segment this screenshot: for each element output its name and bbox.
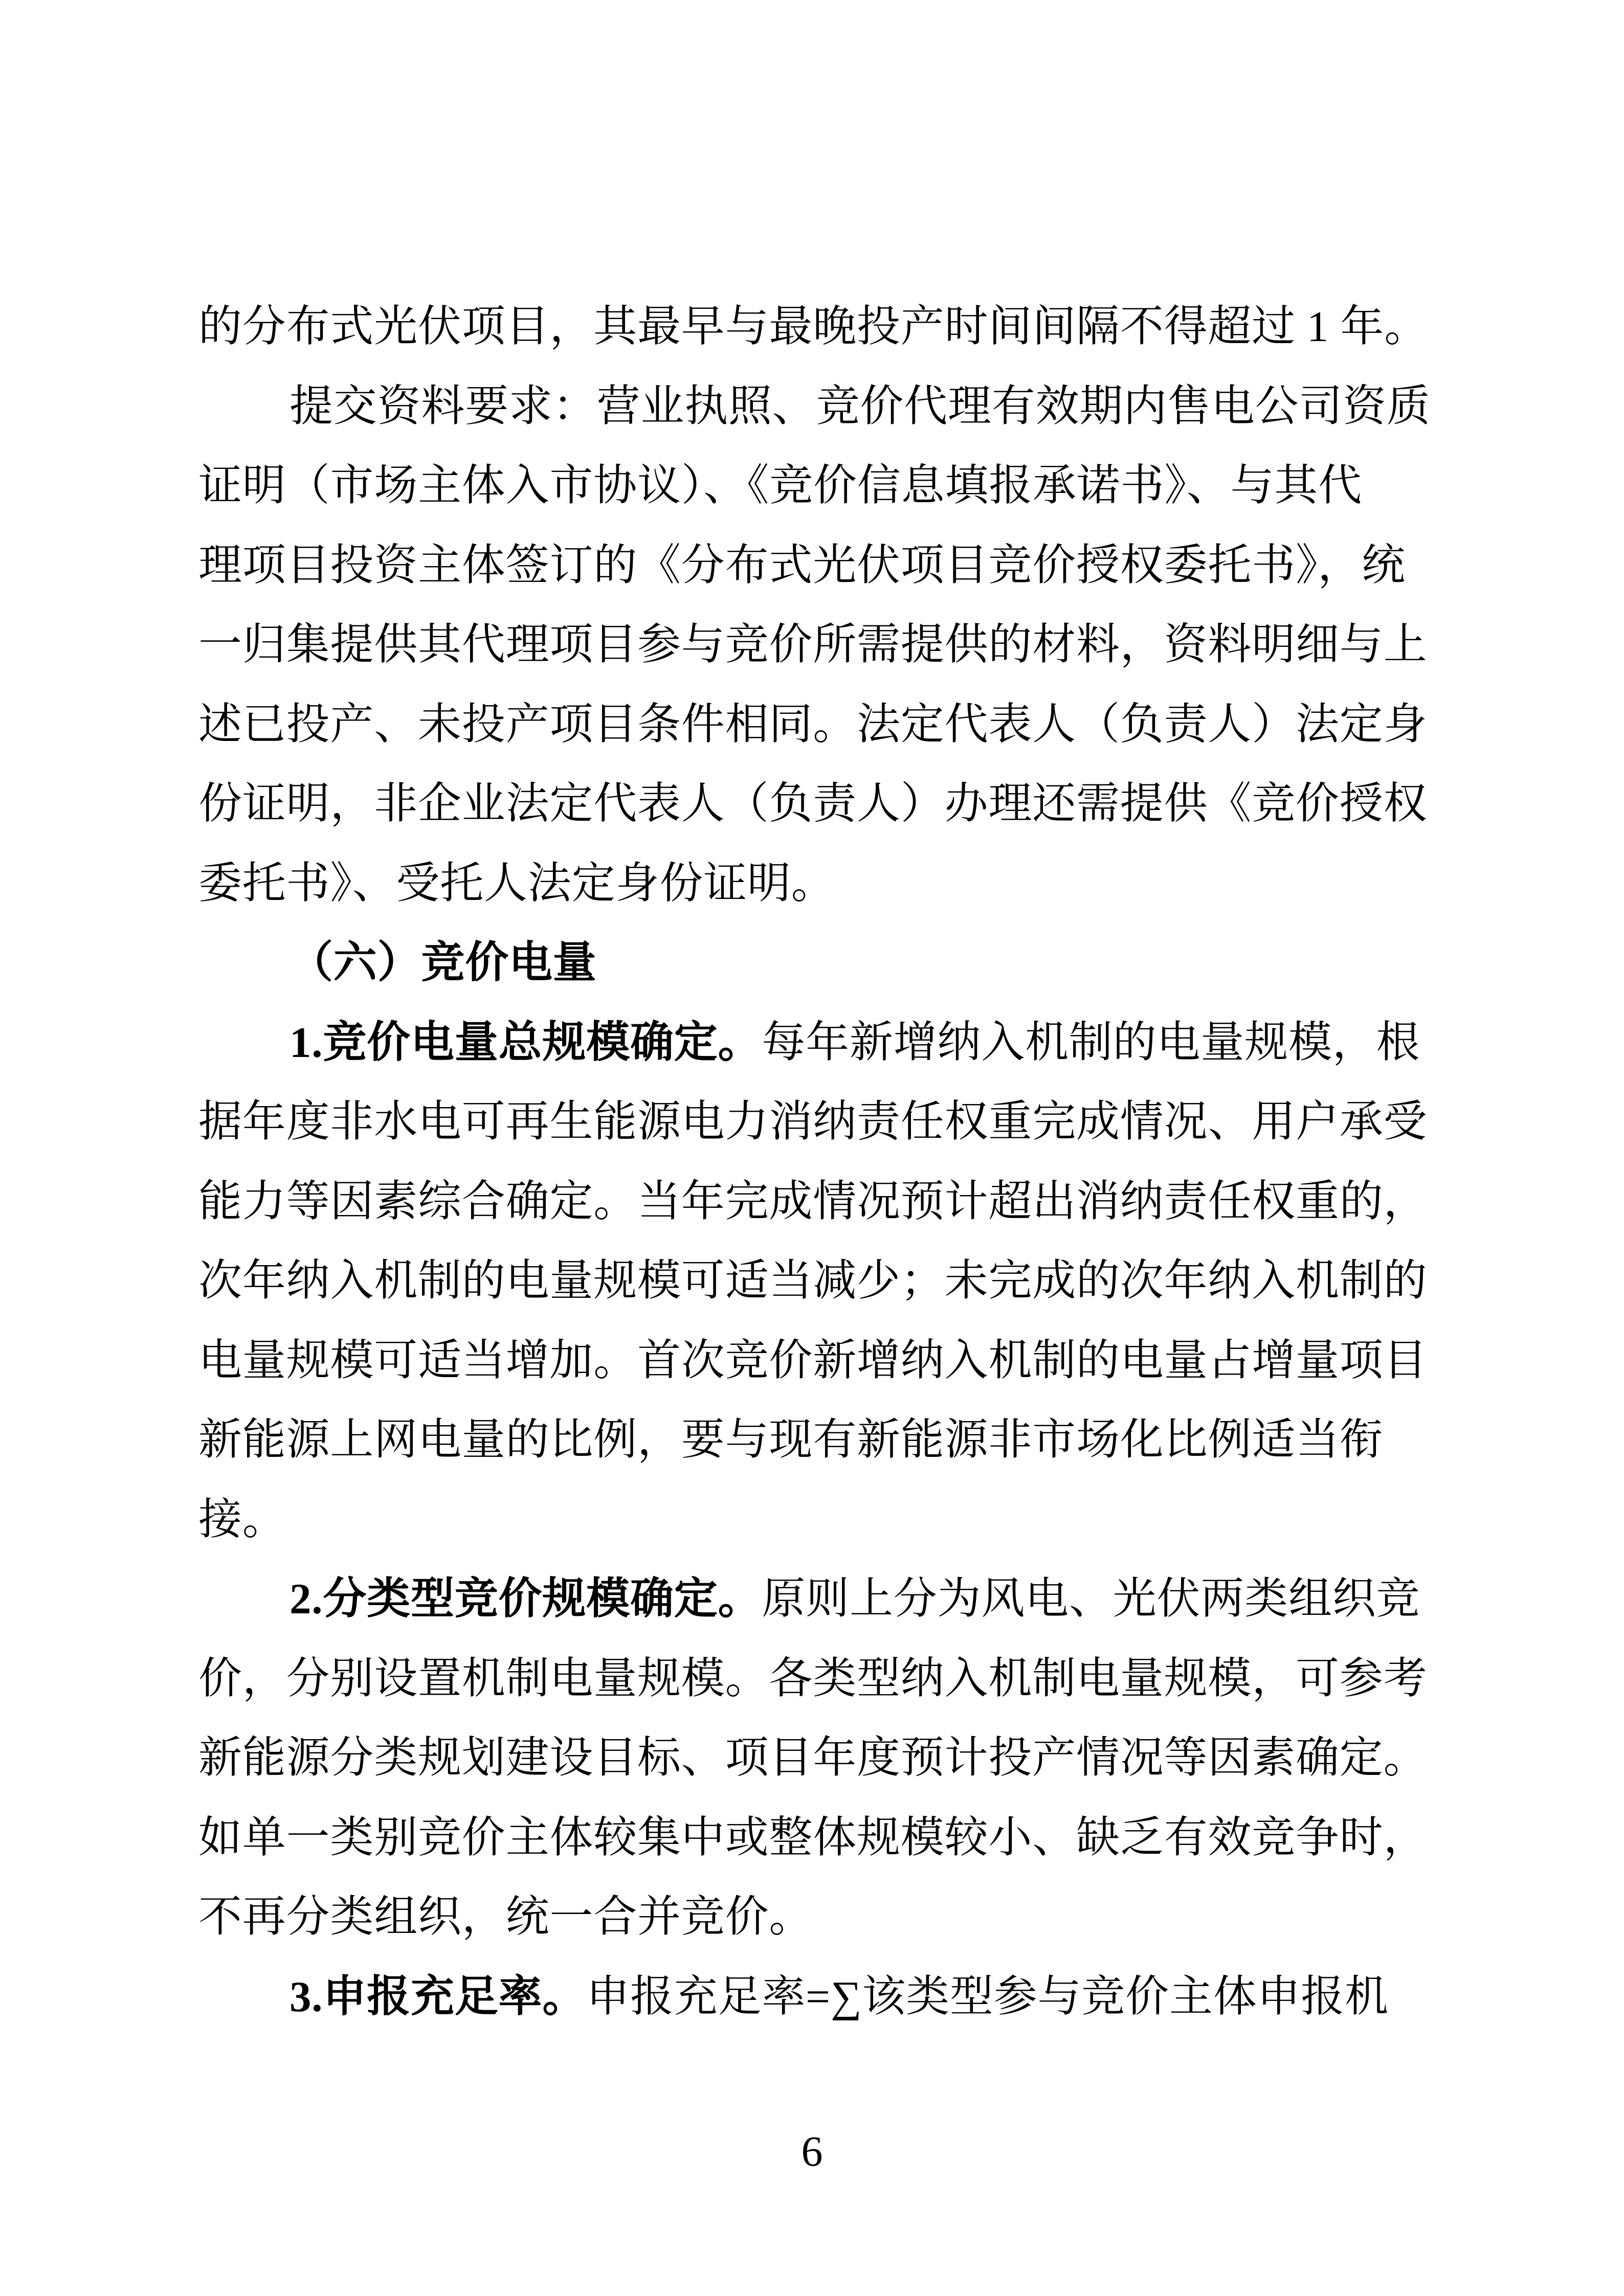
- text-segment: 委托书》、受托人法定身份证明。: [198, 859, 835, 908]
- text-line: [198, 1162, 1431, 1242]
- text-segment: 如单一类别竞价主体较集中或整体规模较小、缺乏有效竞争时，: [198, 1813, 1428, 1862]
- text-segment: 价，分别设置机制电量规模。各类型纳入机制电量规模，可参考: [198, 1654, 1428, 1703]
- text-line: [198, 924, 1431, 1003]
- text-line: [198, 1560, 1431, 1639]
- text-segment-bold: 1.竞价电量总规模确定。: [290, 1018, 762, 1067]
- text-line: [198, 526, 1431, 606]
- text-line: [198, 446, 1431, 526]
- document-body: [198, 287, 1431, 2037]
- text-line: [198, 1719, 1431, 1798]
- text-line: [198, 1480, 1431, 1560]
- text-line: [198, 287, 1431, 367]
- text-line: [198, 1242, 1431, 1321]
- text-line: [198, 367, 1431, 447]
- text-segment: 能力等因素综合确定。当年完成情况预计超出消纳责任权重的，: [198, 1177, 1428, 1226]
- page-number: 6: [801, 2128, 823, 2175]
- text-line: [198, 1401, 1431, 1480]
- text-line: [198, 764, 1431, 844]
- text-line: [198, 1003, 1431, 1083]
- text-segment: 原则上分为风电、光伏两类组织竞: [762, 1575, 1420, 1623]
- text-line: [198, 1878, 1431, 1957]
- text-segment: 理项目投资主体签订的《分布式光伏项目竞价授权委托书》，统: [198, 541, 1406, 590]
- text-segment: 申报充足率=∑该类型参与竞价主体申报机: [586, 1972, 1389, 2021]
- text-line: [198, 1798, 1431, 1878]
- text-segment: 据年度非水电可再生能源电力消纳责任权重完成情况、用户承受: [198, 1098, 1428, 1146]
- text-segment: 的分布式光伏项目，其最早与最晚投产时间间隔不得超过 1 年。: [198, 303, 1429, 351]
- text-line: [198, 685, 1431, 765]
- text-segment: 不再分类组织，统一合并竞价。: [198, 1893, 813, 1941]
- text-line: [198, 1957, 1431, 2037]
- text-line: [198, 844, 1431, 924]
- text-segment: 次年纳入机制的电量规模可适当减少；未完成的次年纳入机制的: [198, 1257, 1428, 1305]
- text-segment-bold: （六）竞价电量: [290, 939, 597, 987]
- text-segment: 接。: [198, 1495, 286, 1544]
- text-line: [198, 1639, 1431, 1719]
- text-segment: 述已投产、未投产项目条件相同。法定代表人（负责人）法定身: [198, 700, 1428, 749]
- text-line: [198, 1321, 1431, 1401]
- text-segment: 提交资料要求：营业执照、竞价代理有效期内售电公司资质: [290, 382, 1431, 431]
- text-line: [198, 1083, 1431, 1162]
- text-line: [198, 605, 1431, 685]
- text-segment: 新能源分类规划建设目标、项目年度预计投产情况等因素确定。: [198, 1734, 1428, 1782]
- text-segment: 电量规模可适当增加。首次竞价新增纳入机制的电量占增量项目: [198, 1336, 1428, 1385]
- text-segment-bold: 2.分类型竞价规模确定。: [290, 1575, 762, 1623]
- text-segment: 新能源上网电量的比例，要与现有新能源非市场化比例适当衔: [198, 1416, 1384, 1464]
- text-segment: 一归集提供其代理项目参与竞价所需提供的材料，资料明细与上: [198, 621, 1428, 669]
- text-segment-bold: 3.申报充足率。: [290, 1972, 587, 2021]
- text-segment: 证明（市场主体入市协议）、《竞价信息填报承诺书》、与其代: [198, 462, 1362, 510]
- text-segment: 每年新增纳入机制的电量规模，根: [762, 1018, 1420, 1067]
- text-segment: 份证明，非企业法定代表人（负责人）办理还需提供《竞价授权: [198, 780, 1428, 828]
